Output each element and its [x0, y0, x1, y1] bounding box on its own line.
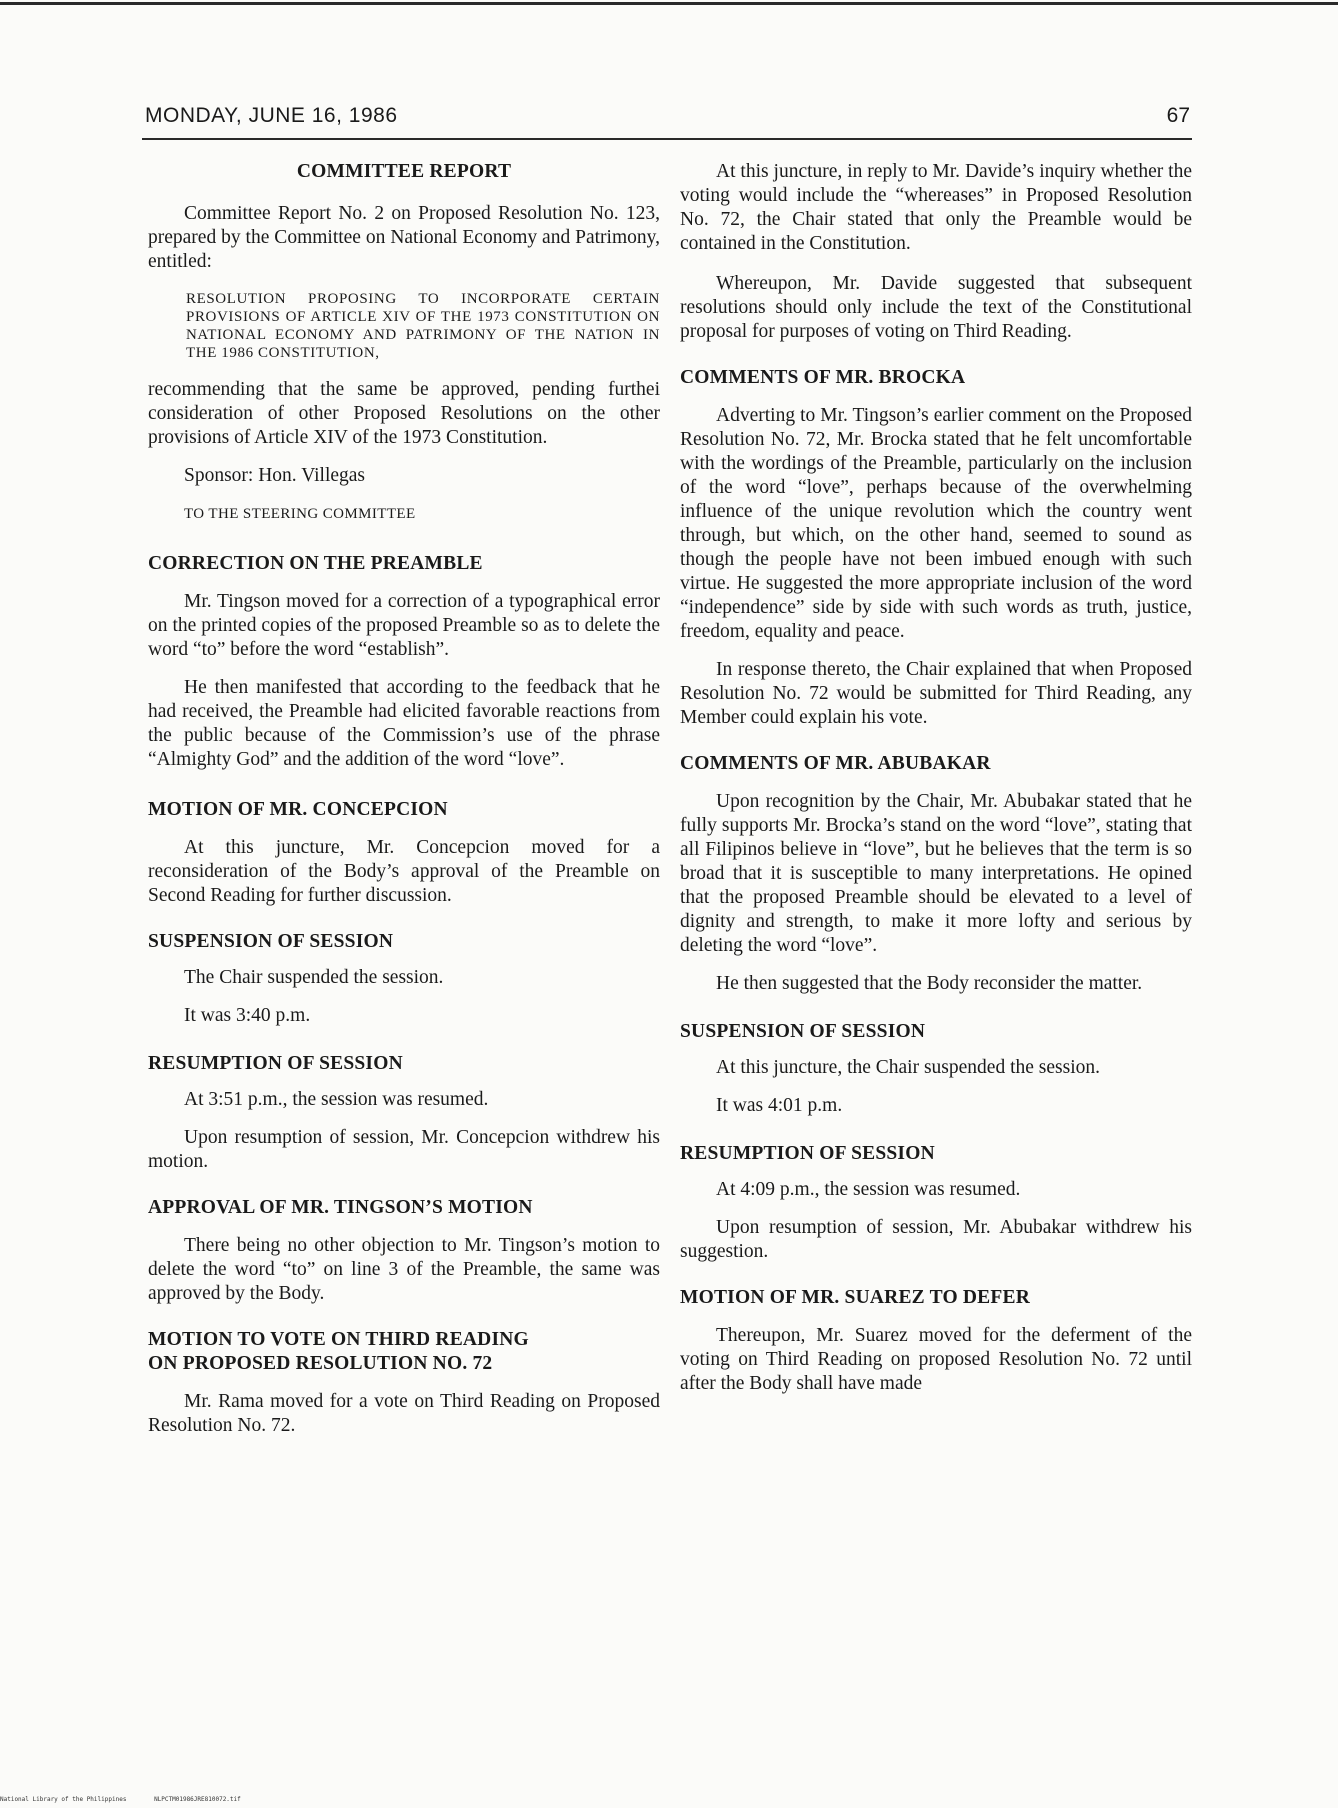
header-date: MONDAY, JUNE 16, 1986: [145, 104, 398, 127]
right-column: [680, 160, 1192, 1396]
top-border-rule: [0, 2, 1338, 5]
paragraph: Mr. Tingson moved for a correction of a typographical error on the printed copies of the proposed Preamble so as to delete the word “to” before the word “establish”.: [148, 591, 660, 660]
paragraph: Committee Report No. 2 on Proposed Resolution No. 123, prepared by the Committee on National Economy and Patrimony, entitled:: [148, 203, 660, 272]
section-heading-concepcion: MOTION OF MR. CONCEPCION: [148, 799, 448, 820]
paragraph: At 3:51 p.m., the session was resumed.: [184, 1089, 489, 1110]
paragraph: Upon resumption of session, Mr. Abubakar withdrew his suggestion.: [680, 1217, 1192, 1262]
section-heading-suspension: SUSPENSION OF SESSION: [680, 1021, 926, 1042]
paragraph: recommending that the same be approved, pending furthei consideration of other Proposed Resolutions on the other provisions of Article XIV of the 1973 Constitution.: [148, 379, 660, 448]
scan-footer: [0, 1796, 600, 1803]
paragraph: Upon recognition by the Chair, Mr. Abubakar stated that he fully supports Mr. Brocka’s stand on the word “love”, stating that all Filipinos believe in “love”, but he believes that the term is so broad that it is susceptible to many interpretations. He opined that the proposed Preamble should be elevated to a level of dignity and strength, to make it more lofty and serious by deleting the word “love”.: [680, 791, 1192, 956]
paragraph: There being no other objection to Mr. Tingson’s motion to delete the word “to” on line 3 of the Preamble, the same was approved by the Body.: [148, 1235, 660, 1304]
section-heading-suspension: SUSPENSION OF SESSION: [148, 931, 394, 952]
section-heading-approval: APPROVAL OF MR. TINGSON’S MOTION: [148, 1197, 533, 1218]
section-heading-resumption: RESUMPTION OF SESSION: [148, 1053, 403, 1074]
paragraph: It was 3:40 p.m.: [184, 1005, 311, 1026]
paragraph: It was 4:01 p.m.: [716, 1095, 843, 1116]
footer-library: National Library of the Philippines: [0, 1796, 127, 1803]
header-rule: [142, 138, 1192, 140]
paragraph: At this juncture, the Chair suspended the session.: [716, 1057, 1100, 1078]
section-heading-brocka: COMMENTS OF MR. BROCKA: [680, 367, 966, 388]
paragraph: Mr. Rama moved for a vote on Third Reading on Proposed Resolution No. 72.: [148, 1391, 660, 1436]
section-heading-vote-line-2: ON PROPOSED RESOLUTION NO. 72: [148, 1353, 493, 1374]
footer-file-id: NLPCTM01986JRE810072.tif: [154, 1796, 241, 1803]
paragraph: The Chair suspended the session.: [184, 967, 444, 988]
section-heading-correction: CORRECTION ON THE PREAMBLE: [148, 553, 483, 574]
section-heading-abubakar: COMMENTS OF MR. ABUBAKAR: [680, 753, 991, 774]
paragraph: Adverting to Mr. Tingson’s earlier comment on the Proposed Resolution No. 72, Mr. Brocka stated that he felt uncomfortable with the wordings of the Preamble, particularly on the inclusion of the word “love”, perhaps because of the overwhelming influence of the unique revolution which the country went through, but which, on the other hand, seemed to sound as though the people have not been imbued enough with such virtue. He suggested the more appropriate inclusion of the word “independence” side by side with such words as truth, justice, freedom, equality and peace.: [680, 405, 1192, 642]
resolution-title-quote: RESOLUTION PROPOSING TO INCORPORATE CERTAIN PROVISIONS OF ARTICLE XIV OF THE 1973 CONSTITUTION ON NATIONAL ECONOMY AND PATRIMONY OF THE NATION IN THE 1986 CONSTITUTION,: [186, 291, 660, 361]
page-number: 67: [1166, 104, 1190, 127]
paragraph: In response thereto, the Chair explained that when Proposed Resolution No. 72 would be submitted for Third Reading, any Member could explain his vote.: [680, 659, 1192, 728]
paragraph: At 4:09 p.m., the session was resumed.: [716, 1179, 1021, 1200]
paragraph: Thereupon, Mr. Suarez moved for the deferment of the voting on Third Reading on proposed Resolution No. 72 until after the Body shall have made: [680, 1325, 1192, 1394]
paragraph: Upon resumption of session, Mr. Concepcion withdrew his motion.: [148, 1127, 660, 1172]
section-heading-suarez: MOTION OF MR. SUAREZ TO DEFER: [680, 1287, 1030, 1308]
paragraph: He then manifested that according to the feedback that he had received, the Preamble had elicited favorable reactions from the public because of the Commission’s use of the phrase “Almighty God” and the addition of the word “love”.: [148, 677, 660, 770]
section-heading-committee-report: COMMITTEE REPORT: [296, 161, 512, 182]
paragraph: He then suggested that the Body reconsider the matter.: [716, 973, 1143, 994]
paragraph: At this juncture, Mr. Concepcion moved for a reconsideration of the Body’s approval of the Preamble on Second Reading for further discussion.: [148, 837, 660, 906]
page-header: [145, 104, 1190, 134]
section-heading-vote-line-1: MOTION TO VOTE ON THIRD READING: [148, 1329, 529, 1350]
left-column: [148, 160, 660, 1438]
referral-line: TO THE STEERING COMMITTEE: [184, 506, 416, 522]
sponsor-line: Sponsor: Hon. Villegas: [184, 465, 366, 486]
section-heading-resumption: RESUMPTION OF SESSION: [680, 1143, 935, 1164]
paragraph: At this juncture, in reply to Mr. Davide’s inquiry whether the voting would include the “whereases” in Proposed Resolution No. 72, the Chair stated that only the Preamble would be contained in the Constitution.: [680, 161, 1192, 254]
paragraph: Whereupon, Mr. Davide suggested that subsequent resolutions should only include the text of the Constitutional proposal for purposes of voting on Third Reading.: [680, 273, 1192, 342]
